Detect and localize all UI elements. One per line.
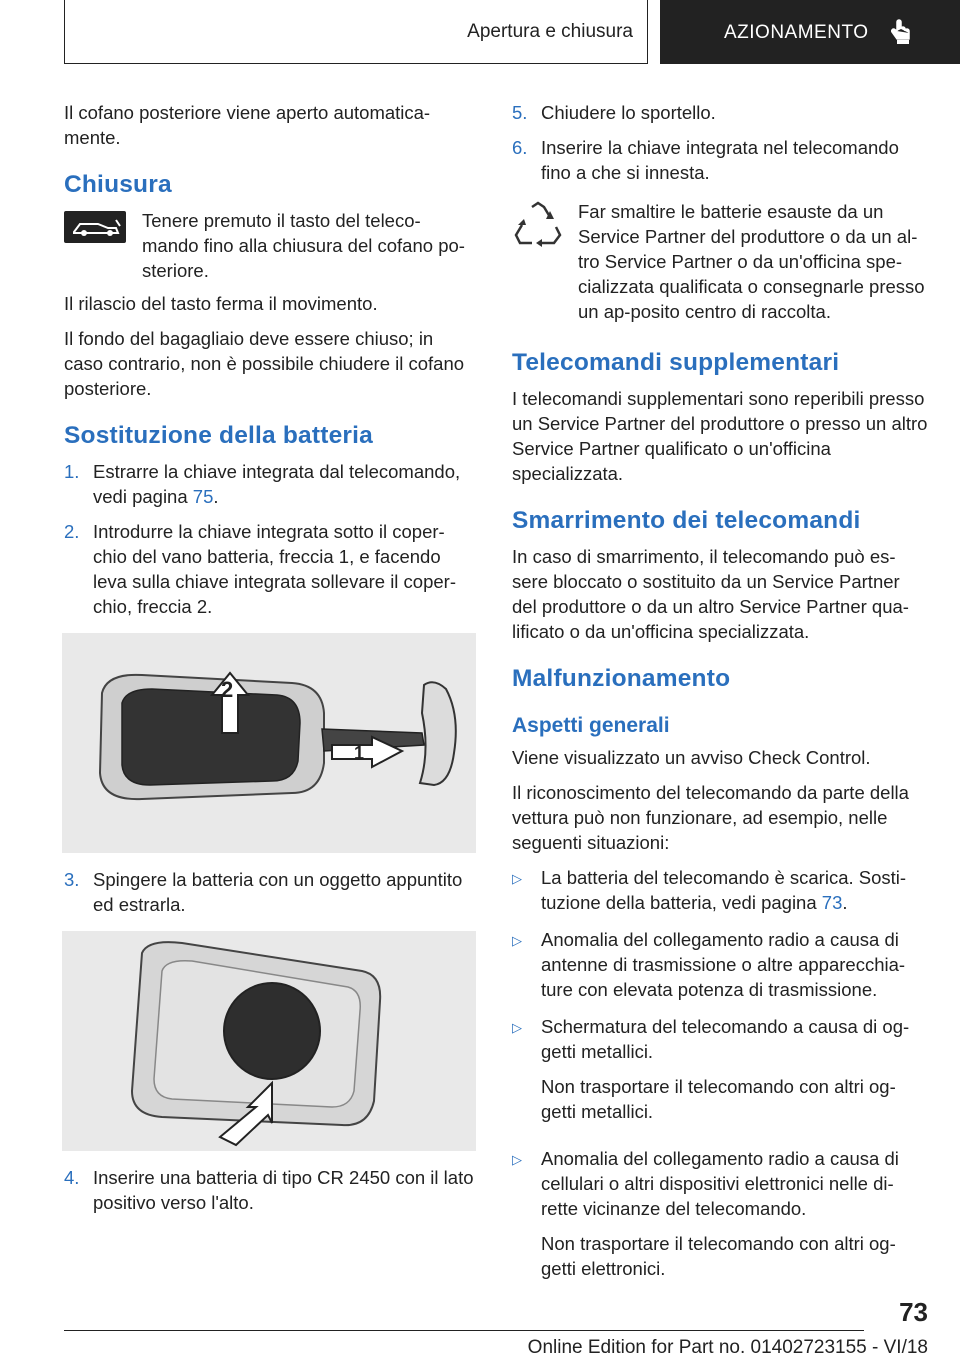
hand-pointer-icon <box>891 19 913 45</box>
bullet-text: Anomalia del collegamento radio a causa di antenne di trasmissione o altre apparecchia-ture con elevata potenza di trasmissione. <box>541 929 906 1000</box>
step-6 <box>512 135 928 185</box>
step-number: 5. <box>512 102 528 123</box>
chiusura-paragraph-2: Il rilascio del tasto ferma il movimento. <box>64 293 378 314</box>
step-text-end: . <box>213 486 219 507</box>
bullet-text-end: . <box>842 892 848 913</box>
heading-malfunzionamento: Malfunzionamento <box>512 665 731 692</box>
heading-chiusura: Chiusura <box>64 171 172 198</box>
heading-sostituzione: Sostituzione della batteria <box>64 422 373 449</box>
arrow-1-label: 1 <box>354 743 365 763</box>
page-number: 73 <box>899 1297 928 1327</box>
step-number: 1. <box>64 461 80 482</box>
step-text: Introdurre la chiave integrata sotto il coper-chio del vano batteria, freccia 1, e facendo leva sulla chiave integrata sollevare il coper-chio, freccia 2. <box>93 521 456 617</box>
bullet-item <box>512 927 928 1002</box>
step-number: 4. <box>64 1167 80 1188</box>
figure-battery-removal <box>62 931 476 1151</box>
step-text: Chiudere lo sportello. <box>541 102 716 123</box>
smarrimento-paragraph: In caso di smarrimento, il telecomando può es-sere bloccato o sostituito da un Service Partner del produttore o da un altro Service Partner qua-lificato o da un'officina specializzata. <box>512 546 909 642</box>
heading-aspetti: Aspetti generali <box>512 714 670 737</box>
footer-edition: Online Edition for Part no. 01402723155 - VI/18 <box>527 1337 928 1358</box>
triangle-bullet-icon: ▷ <box>512 871 522 886</box>
step-4 <box>64 1165 476 1215</box>
recycle-text: Far smaltire le batterie esauste da un Service Partner del produttore o da un al-tro Service Partner o da un'officina spe-cializzata qualificata o consegnarle presso un ap-posito centro di raccolta. <box>578 201 925 322</box>
bullet-text: Anomalia del collegamento radio a causa di cellulari o altri dispositivi elettronici nelle di-rette vicinanze del telecomando. <box>541 1148 899 1219</box>
battery-removal-illustration <box>62 931 476 1151</box>
step-text: Inserire una batteria di tipo CR 2450 con il lato positivo verso l'alto. <box>93 1167 474 1213</box>
triangle-bullet-icon: ▷ <box>512 933 522 948</box>
figure-key-removal <box>62 633 476 853</box>
key-removal-illustration <box>62 633 476 853</box>
page-link[interactable]: 75 <box>192 486 214 507</box>
header-section <box>64 0 648 64</box>
header-chapter-title: AZIONAMENTO <box>724 21 869 43</box>
chiusura-paragraph-3: Il fondo del bagagliaio deve essere chiuso; in caso contrario, non è possibile chiudere il cofano posteriore. <box>64 328 465 399</box>
arrow-2-label: 2 <box>221 677 234 702</box>
bullet-text: La batteria del telecomando è scarica. Sosti-tuzione della batteria, vedi pagina <box>541 867 907 913</box>
chiusura-instruction <box>64 208 476 283</box>
bullet-subtext: Non trasportare il telecomando con altri og-getti elettronici. <box>541 1233 896 1279</box>
heading-supplementari: Telecomandi supplementari <box>512 349 840 376</box>
header-section-title: Apertura e chiusura <box>467 21 633 42</box>
intro-paragraph: Il cofano posteriore viene aperto automatica-mente. <box>64 102 431 148</box>
step-number: 2. <box>64 521 80 542</box>
battery-icon <box>224 983 320 1079</box>
car-trunk-icon <box>64 208 142 283</box>
supplementari-paragraph: I telecomandi supplementari sono reperibili presso un Service Partner del produttore o presso un altro Service Partner qualificato o un'officina specializzata. <box>512 388 928 484</box>
step-text: Estrarre la chiave integrata dal telecomando, vedi pagina <box>93 461 461 507</box>
bullet-item <box>512 1146 928 1291</box>
bullet-subtext: Non trasportare il telecomando con altri og-getti metallici. <box>541 1076 896 1122</box>
triangle-bullet-icon: ▷ <box>512 1020 522 1035</box>
header-chapter <box>660 0 960 64</box>
step-3 <box>64 867 476 917</box>
chiusura-icon-text: Tenere premuto il tasto del teleco-mando fino alla chiusura del cofano po-steriore. <box>142 210 465 281</box>
aspetti-paragraph-2: Il riconoscimento del telecomando da parte della vettura può non funzionare, ad esempio, nelle seguenti situazioni: <box>512 782 909 853</box>
step-5 <box>512 100 928 125</box>
triangle-bullet-icon: ▷ <box>512 1152 522 1167</box>
bullet-item <box>512 1014 928 1134</box>
bullet-item <box>512 865 928 915</box>
recycle-icon <box>512 199 578 324</box>
step-number: 3. <box>64 869 80 890</box>
left-column <box>64 100 476 1225</box>
step-text: Inserire la chiave integrata nel telecomando fino a che si innesta. <box>541 137 899 183</box>
aspetti-paragraph-1: Viene visualizzato un avviso Check Control. <box>512 747 871 768</box>
bullet-text: Schermatura del telecomando a causa di og-getti metallici. <box>541 1016 910 1062</box>
recycle-notice <box>512 199 928 324</box>
footer-divider <box>64 1330 864 1331</box>
step-number: 6. <box>512 137 528 158</box>
heading-smarrimento: Smarrimento dei telecomandi <box>512 507 861 534</box>
step-text: Spingere la batteria con un oggetto appuntito ed estrarla. <box>93 869 463 915</box>
step-2 <box>64 519 476 619</box>
right-column <box>512 100 928 1303</box>
page-link[interactable]: 73 <box>821 892 843 913</box>
step-1 <box>64 459 476 509</box>
